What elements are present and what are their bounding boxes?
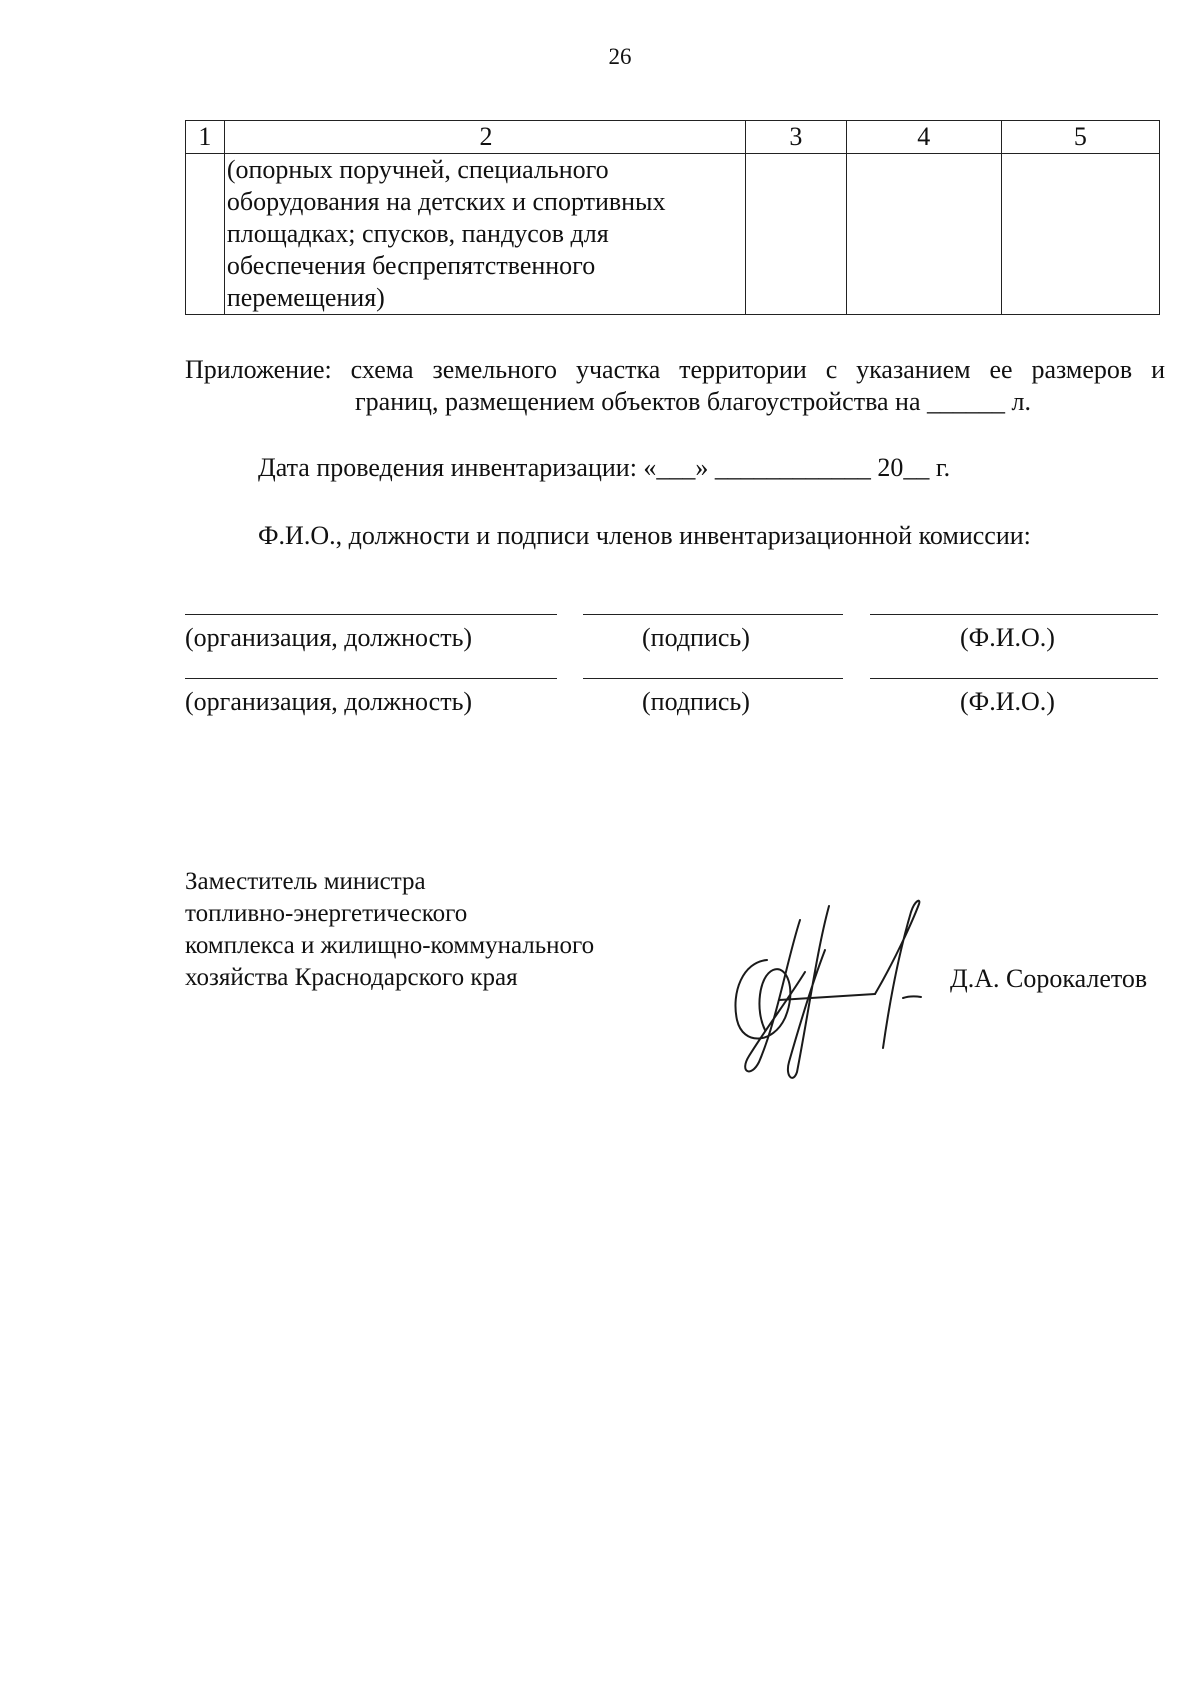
table-cell-empty	[846, 154, 1001, 315]
column-number-1: 1	[186, 121, 225, 154]
deputy-title-block	[185, 866, 594, 994]
column-number-3: 3	[746, 121, 846, 154]
description-line: обеспечения беспрепятственного	[226, 251, 596, 280]
org-caption: (организация, должность)	[185, 687, 473, 716]
org-caption: (организация, должность)	[185, 623, 473, 652]
inventory-date-line: Дата проведения инвентаризации: «___» ____________ 20__ г.	[258, 453, 951, 482]
signature-row	[185, 678, 1160, 718]
inventory-table	[185, 120, 1160, 315]
table-cell-empty	[186, 154, 225, 315]
description-line: оборудования на детских и спортивных	[226, 187, 666, 216]
fio-blank-line	[870, 614, 1158, 615]
fio-blank-line	[870, 678, 1158, 679]
table-row	[186, 154, 1160, 315]
deputy-title-line: Заместитель министра	[185, 868, 426, 895]
fio-caption: (Ф.И.О.)	[960, 687, 1055, 716]
column-number-5: 5	[1001, 121, 1159, 154]
table-header-row	[186, 121, 1160, 154]
description-line: перемещения)	[226, 283, 385, 312]
table-cell-empty	[1001, 154, 1159, 315]
fio-caption: (Ф.И.О.)	[960, 623, 1055, 652]
table-cell-description	[224, 154, 745, 315]
deputy-title-line: хозяйства Краснодарского края	[185, 964, 518, 991]
description-line: (опорных поручней, специального	[226, 155, 609, 184]
commission-heading: Ф.И.О., должности и подписи членов инвентаризационной комиссии:	[258, 521, 1031, 550]
sign-caption: (подпись)	[642, 623, 750, 652]
description-line: площадках; спусков, пандусов для	[226, 219, 609, 248]
handwritten-signature	[725, 880, 955, 1080]
sign-blank-line	[583, 678, 843, 679]
appendix-line-1: Приложение: схема земельного участка территории с указанием ее размеров и	[185, 355, 1165, 384]
org-blank-line	[185, 614, 557, 615]
signer-name: Д.А. Сорокалетов	[950, 964, 1148, 993]
org-blank-line	[185, 678, 557, 679]
appendix-note	[185, 354, 1165, 418]
signature-row	[185, 614, 1160, 654]
column-number-4: 4	[846, 121, 1001, 154]
page-number: 26	[608, 44, 632, 69]
appendix-line-2: границ, размещением объектов благоустройства на ______ л.	[355, 387, 1031, 416]
column-number-2: 2	[224, 121, 745, 154]
deputy-title-line: комплекса и жилищно-коммунального	[185, 932, 595, 959]
sign-caption: (подпись)	[642, 687, 750, 716]
deputy-title-line: топливно-энергетического	[185, 900, 468, 927]
sign-blank-line	[583, 614, 843, 615]
table-cell-empty	[746, 154, 846, 315]
